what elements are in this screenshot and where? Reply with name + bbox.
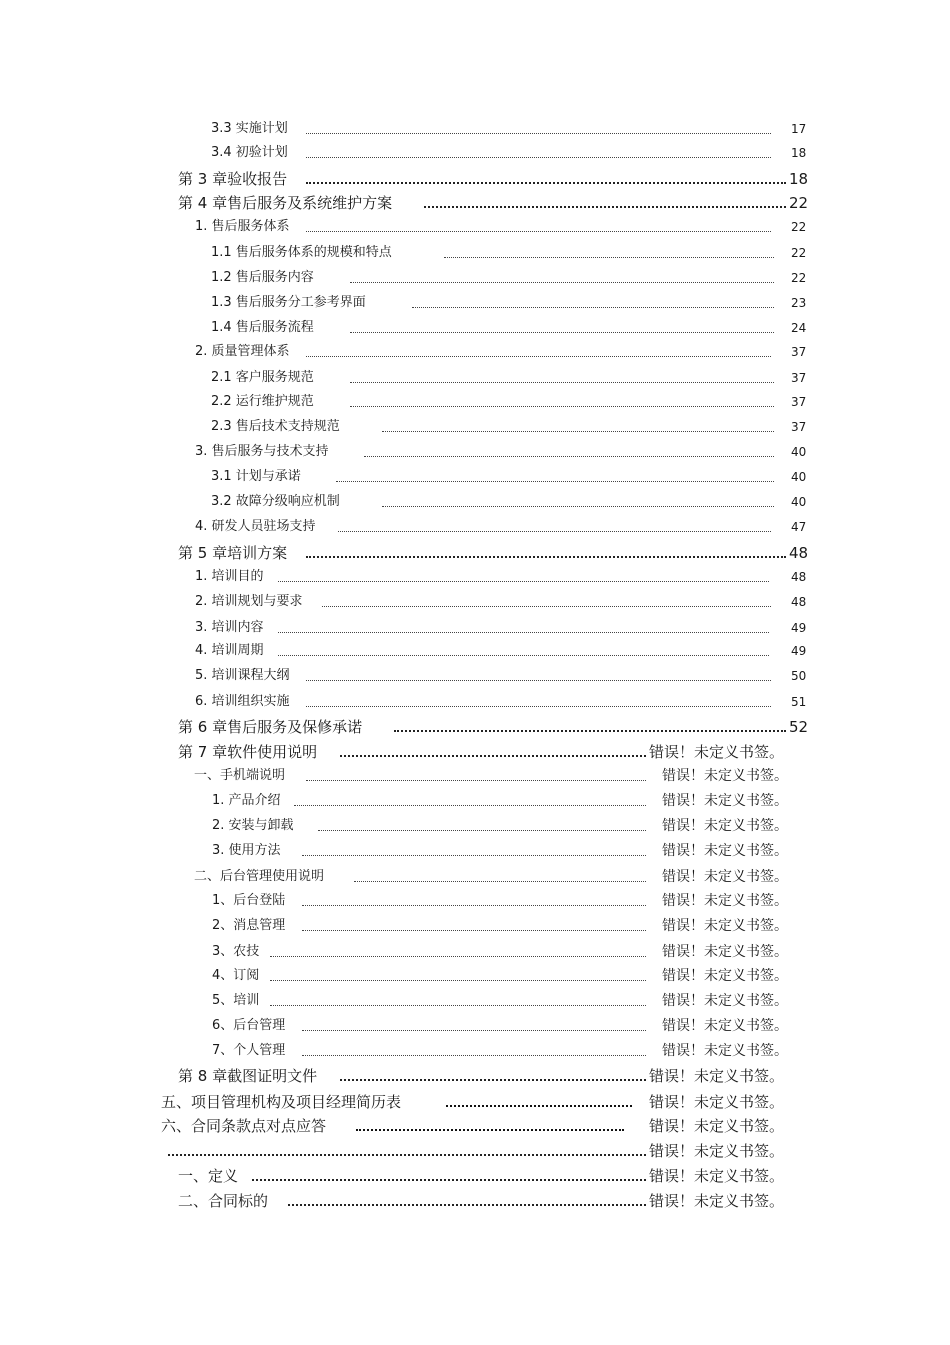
toc-page: 错误！未定义书签。 (662, 793, 788, 809)
toc-label: 2.1 客户服务规范 (211, 370, 314, 385)
toc-entry[interactable] (0, 1165, 950, 1187)
leader-dots (168, 1154, 646, 1156)
leader-dots (340, 755, 646, 757)
toc-label: 2、消息管理 (212, 918, 286, 933)
leader-dots (302, 930, 646, 931)
toc-label: 3.3 实施计划 (211, 121, 288, 136)
toc-label: 六、合同条款点对点应答 (161, 1117, 327, 1135)
leader-dots (354, 881, 646, 882)
toc-page: 错误！未定义书签。 (649, 1093, 785, 1111)
toc-entry[interactable] (0, 741, 950, 763)
toc-page: 错误！未定义书签。 (649, 1142, 785, 1160)
toc-page: 37 (791, 420, 807, 434)
toc-entry[interactable] (0, 990, 950, 1012)
toc-label: 4. 培训周期 (195, 643, 264, 658)
leader-dots (394, 730, 786, 732)
leader-dots (306, 556, 786, 558)
toc-page: 17 (791, 122, 807, 136)
toc-entry[interactable] (0, 665, 950, 687)
toc-page: 40 (791, 470, 807, 484)
leader-dots (306, 706, 771, 707)
toc-label: 4、订阅 (212, 968, 260, 983)
leader-dots (382, 431, 774, 432)
toc-label: 1.2 售后服务内容 (211, 270, 314, 285)
toc-entry[interactable] (0, 591, 950, 613)
toc-page: 错误！未定义书签。 (662, 893, 788, 909)
toc-label: 第 3 章验收报告 (178, 170, 288, 188)
toc-entry[interactable] (0, 765, 950, 787)
toc-page: 37 (791, 345, 807, 359)
toc-entry[interactable] (0, 142, 950, 164)
toc-entry[interactable] (0, 466, 950, 488)
leader-dots (302, 855, 646, 856)
toc-label: 7、个人管理 (212, 1043, 286, 1058)
toc-page: 错误！未定义书签。 (662, 1043, 788, 1059)
toc-page: 错误！未定义书签。 (662, 1018, 788, 1034)
toc-entry[interactable] (0, 367, 950, 389)
toc-entry[interactable] (0, 168, 950, 190)
toc-entry[interactable] (0, 1040, 950, 1062)
toc-page: 49 (791, 621, 807, 635)
toc-label: 2. 培训规划与要求 (195, 594, 303, 609)
toc-page: 错误！未定义书签。 (662, 918, 788, 934)
toc-label: 6、后台管理 (212, 1018, 286, 1033)
toc-entry[interactable] (0, 716, 950, 738)
toc-page: 51 (791, 695, 807, 709)
toc-page: 22 (791, 271, 807, 285)
toc-label: 二、合同标的 (178, 1192, 269, 1210)
toc-page: 错误！未定义书签。 (662, 818, 788, 834)
leader-dots (306, 680, 771, 681)
toc-label: 3.4 初验计划 (211, 145, 288, 160)
toc-label: 3. 培训内容 (195, 620, 264, 635)
toc-entry[interactable] (0, 216, 950, 238)
toc-entry[interactable] (0, 1115, 950, 1137)
leader-dots (382, 506, 774, 507)
toc-label: 一、定义 (178, 1167, 239, 1185)
toc-entry[interactable] (0, 890, 950, 912)
toc-page: 40 (791, 445, 807, 459)
toc-entry[interactable] (0, 118, 950, 140)
toc-entry[interactable] (0, 542, 950, 564)
toc-label: 3、农技 (212, 944, 260, 959)
leader-dots (278, 581, 769, 582)
toc-entry[interactable] (0, 242, 950, 264)
toc-label: 1.3 售后服务分工参考界面 (211, 295, 366, 310)
toc-label: 二、后台管理使用说明 (194, 869, 325, 884)
leader-dots (338, 531, 771, 532)
toc-page: 错误！未定义书签。 (649, 1167, 785, 1185)
leader-dots (306, 356, 771, 357)
toc-entry[interactable] (0, 1015, 950, 1037)
toc-entry[interactable] (0, 516, 950, 538)
toc-entry[interactable] (0, 441, 950, 463)
toc-page: 48 (791, 595, 807, 609)
toc-entry[interactable] (0, 941, 950, 963)
toc-label: 第 4 章售后服务及系统维护方案 (178, 194, 393, 212)
toc-page: 错误！未定义书签。 (662, 843, 788, 859)
toc-entry[interactable] (0, 915, 950, 937)
leader-dots (350, 332, 774, 333)
toc-label: 3. 使用方法 (212, 843, 281, 858)
toc-label: 5. 培训课程大纲 (195, 668, 290, 683)
toc-label: 第 5 章培训方案 (178, 544, 288, 562)
leader-dots (270, 956, 646, 957)
toc-entry[interactable] (0, 866, 950, 888)
leader-dots (446, 1105, 632, 1107)
toc-entry[interactable] (0, 965, 950, 987)
leader-dots (322, 606, 771, 607)
leader-dots (302, 905, 646, 906)
toc-label: 6. 培训组织实施 (195, 694, 290, 709)
leader-dots (302, 1030, 646, 1031)
leader-dots (350, 282, 774, 283)
toc-entry[interactable] (0, 341, 950, 363)
leader-dots (270, 980, 646, 981)
toc-entry[interactable] (0, 840, 950, 862)
toc-label: 3.1 计划与承诺 (211, 469, 301, 484)
toc-label: 3.2 故障分级响应机制 (211, 494, 340, 509)
toc-page: 52 (789, 718, 809, 736)
toc-page: 错误！未定义书签。 (662, 968, 788, 984)
toc-page: 48 (789, 544, 809, 562)
leader-dots (270, 1005, 646, 1006)
toc-label: 1. 售后服务体系 (195, 219, 290, 234)
leader-dots (252, 1179, 646, 1181)
leader-dots (278, 655, 769, 656)
toc-entry[interactable] (0, 391, 950, 413)
toc-page: 错误！未定义书签。 (662, 993, 788, 1009)
toc-page: 50 (791, 669, 807, 683)
toc-page: 错误！未定义书签。 (662, 944, 788, 960)
leader-dots (364, 456, 774, 457)
leader-dots (306, 157, 771, 158)
leader-dots (350, 382, 774, 383)
leader-dots (336, 481, 774, 482)
toc-label: 2.2 运行维护规范 (211, 394, 314, 409)
leader-dots (306, 780, 646, 781)
toc-label: 3. 售后服务与技术支持 (195, 444, 329, 459)
toc-entry[interactable] (0, 192, 950, 214)
toc-page: 22 (791, 220, 807, 234)
toc-label: 2. 安装与卸载 (212, 818, 294, 833)
toc-entry[interactable] (0, 691, 950, 713)
toc-label: 第 8 章截图证明文件 (178, 1067, 318, 1085)
toc-page: 错误！未定义书签。 (649, 1067, 785, 1085)
toc-label: 1.1 售后服务体系的规模和特点 (211, 245, 392, 260)
toc-entry[interactable] (0, 267, 950, 289)
toc-entry[interactable] (0, 640, 950, 662)
toc-entry[interactable] (0, 790, 950, 812)
toc-page: 错误！未定义书签。 (662, 768, 788, 784)
toc-page: 40 (791, 495, 807, 509)
toc-label: 五、项目管理机构及项目经理简历表 (161, 1093, 402, 1111)
toc-label: 第 6 章售后服务及保修承诺 (178, 718, 363, 736)
toc-entry[interactable] (0, 1140, 950, 1162)
toc-entry[interactable] (0, 566, 950, 588)
leader-dots (306, 182, 786, 184)
toc-label: 1. 培训目的 (195, 569, 264, 584)
toc-page: 48 (791, 570, 807, 584)
leader-dots (278, 632, 769, 633)
leader-dots (306, 133, 771, 134)
toc-label: 1.4 售后服务流程 (211, 320, 314, 335)
toc-label: 第 7 章软件使用说明 (178, 743, 318, 761)
toc-entry[interactable] (0, 815, 950, 837)
toc-label: 5、培训 (212, 993, 260, 1008)
toc-label: 一、手机端说明 (194, 768, 286, 783)
toc-entry[interactable] (0, 292, 950, 314)
toc-page: 错误！未定义书签。 (662, 869, 788, 885)
toc-page: 错误！未定义书签。 (649, 1192, 785, 1210)
leader-dots (424, 206, 786, 208)
leader-dots (294, 805, 646, 806)
toc-page: 37 (791, 371, 807, 385)
toc-entry[interactable] (0, 416, 950, 438)
toc-entry[interactable] (0, 491, 950, 513)
toc-label: 2.3 售后技术支持规范 (211, 419, 340, 434)
leader-dots (356, 1129, 624, 1131)
leader-dots (302, 1055, 646, 1056)
leader-dots (288, 1204, 646, 1206)
toc-entry[interactable] (0, 317, 950, 339)
toc-entry[interactable] (0, 1190, 950, 1212)
toc-entry[interactable] (0, 1065, 950, 1087)
toc-entry[interactable] (0, 1091, 950, 1113)
toc-page: 18 (789, 170, 809, 188)
toc-label: 4. 研发人员驻场支持 (195, 519, 316, 534)
toc-label: 1、后台登陆 (212, 893, 286, 908)
toc-page: 37 (791, 395, 807, 409)
toc-page: 23 (791, 296, 807, 310)
toc-page: 18 (791, 146, 807, 160)
toc-label: 2. 质量管理体系 (195, 344, 290, 359)
leader-dots (340, 1079, 646, 1081)
leader-dots (318, 830, 646, 831)
toc-page: 24 (791, 321, 807, 335)
leader-dots (350, 406, 774, 407)
toc-page: 49 (791, 644, 807, 658)
leader-dots (444, 257, 774, 258)
toc-page: 错误！未定义书签。 (649, 743, 785, 761)
toc-page: 错误！未定义书签。 (649, 1117, 785, 1135)
toc-page: 47 (791, 520, 807, 534)
toc-page: 22 (791, 246, 807, 260)
leader-dots (306, 231, 771, 232)
leader-dots (412, 307, 774, 308)
toc-page: 22 (789, 194, 809, 212)
toc-label: 1. 产品介绍 (212, 793, 281, 808)
toc-entry[interactable] (0, 617, 950, 639)
